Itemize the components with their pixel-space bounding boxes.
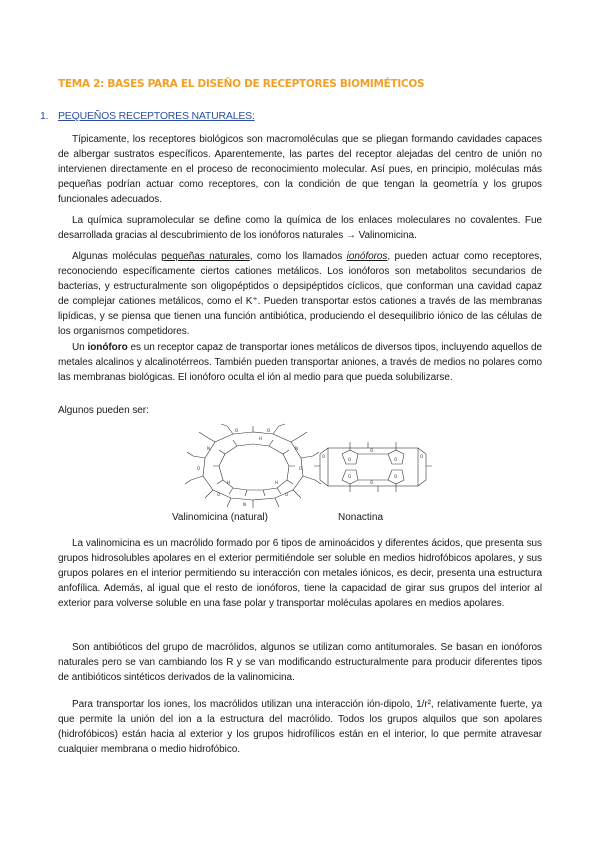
svg-text:O: O xyxy=(235,428,239,433)
svg-text:O: O xyxy=(394,457,398,462)
paragraph-receptores: Típicamente, los receptores biológicos son macromoléculas que se pliegan formando cavidades capaces de albergar sustratos específicos. Aparentemente, las partes del receptor alejadas del centro de unión no intervienen directamente en el proceso de reconocimiento molecular. Así pues, en principio, moléculas más pequeñas podrían actuar como receptores, con la condición de que tengan la geometría y los grupos funcionales adecuados. xyxy=(58,134,542,205)
svg-text:O: O xyxy=(348,474,352,479)
p4-bold-ionoforo: ionóforo xyxy=(87,342,128,353)
svg-text:H: H xyxy=(227,480,231,485)
paragraph-ionoforos xyxy=(58,249,542,339)
svg-text:O: O xyxy=(370,448,374,453)
svg-text:O: O xyxy=(197,466,201,471)
paragraph-algunos: Algunos pueden ser: xyxy=(58,405,149,416)
svg-text:O: O xyxy=(394,474,398,479)
paragraph-antibioticos: Son antibióticos del grupo de macrólidos, algunos se utilizan como antitumorales. Se basan en ionóforos naturales pero se van cambiando los R y se van modificando estructuralmente para producir diferentes tipos de antibióticos sintéticos derivados de la valinomicina. xyxy=(58,642,542,683)
section-label: PEQUEÑOS RECEPTORES NATURALES: xyxy=(58,110,255,122)
svg-text:O: O xyxy=(322,454,326,459)
svg-text:N: N xyxy=(295,446,298,451)
paragraph-quimica-supramolecular: La química supramolecular se define como la química de los enlaces moleculares no covalentes. Fue desarrollada gracias al descubrimiento de los ionóforos naturales → Valinomicina. xyxy=(58,215,542,241)
svg-text:H: H xyxy=(275,480,279,485)
section-heading xyxy=(40,110,255,122)
svg-text:O: O xyxy=(299,466,303,471)
svg-text:O: O xyxy=(370,480,374,485)
section-number: 1. xyxy=(40,110,49,122)
p4-text-b: es un receptor capaz de transportar iones metálicos de diversos tipos, incluyendo aquellos de metales alcalinos y alcalinotérreos. También pueden transportar aniones, a través de medios no polares como las membranas biológicas. El ionóforo oculta el ión al medio para que pueda solubilizarse. xyxy=(58,342,542,383)
svg-text:N: N xyxy=(243,502,246,507)
nonactina-caption: Nonactina xyxy=(338,512,384,523)
svg-text:N: N xyxy=(207,446,210,451)
svg-text:O: O xyxy=(217,492,221,497)
p3-text-c: , pueden actuar como receptores, reconociendo específicamente ciertos cationes metálicos. Los ionóforos son metabolitos secundarios de bacterias, y estructuralmente son oligopéptidos o depsipéptidos cíclicos, que conforman una cavidad capaz de complejar cationes metálicos, como el K⁺. Pueden transportar estos cationes a través de las membranas lipídicas, y se piensa que tienen una función antibiótica, produciendo el desequilibrio iónico de las células de los organismos competidores. xyxy=(58,251,542,337)
p3-underlined-ionoforos: ionóforos xyxy=(346,251,388,262)
p4-text-a: Un xyxy=(72,342,88,353)
svg-text:O: O xyxy=(285,492,289,497)
svg-text:O: O xyxy=(267,428,271,433)
svg-text:O: O xyxy=(348,457,352,462)
document-title: TEMA 2: BASES PARA EL DISEÑO DE RECEPTORES BIOMIMÉTICOS xyxy=(58,78,425,90)
valinomicina-caption: Valinomicina (natural) xyxy=(172,512,268,523)
svg-text:O: O xyxy=(420,454,424,459)
paragraph-definicion-ionoforo xyxy=(58,340,542,385)
nonactina-structure-image xyxy=(308,434,438,500)
p3-underlined-pequenas: pequeñas naturales xyxy=(161,251,250,262)
paragraph-valinomicina: La valinomicina es un macrólido formado por 6 tipos de aminoácidos y diferentes ácidos, que presenta sus grupos hidrosolubles apolares en el exterior permitiéndole ser soluble en medios hidrofóbicos apolares, y sus grupos polares en el interior permitiendo su interacción con metales iónicos, es decir, presenta una estructura anfofílica. Además, al igual que el resto de ionóforos, tiene la capacidad de girar sus grupos del interior al exterior para volverse soluble en una fase polar y transportar moléculas apolares en medios apolares. xyxy=(58,538,542,609)
p3-text-b: , como los llamados xyxy=(249,251,347,262)
svg-text:H: H xyxy=(259,436,263,441)
p3-text-a: Algunas moléculas xyxy=(72,251,162,262)
paragraph-transporte-iones: Para transportar los iones, los macrólidos utilizan una interacción ión-dipolo, 1/r², relativamente fuerte, ya que permite la unión del ion a la estructura del macrólido. Todos los grupos alquilos que son apolares (hidrofóbicos) están hacia al exterior y los grupos hidrofílicos están en el interior, lo que permite atravesar cualquier membrana o medio hidrofóbico. xyxy=(58,699,542,755)
